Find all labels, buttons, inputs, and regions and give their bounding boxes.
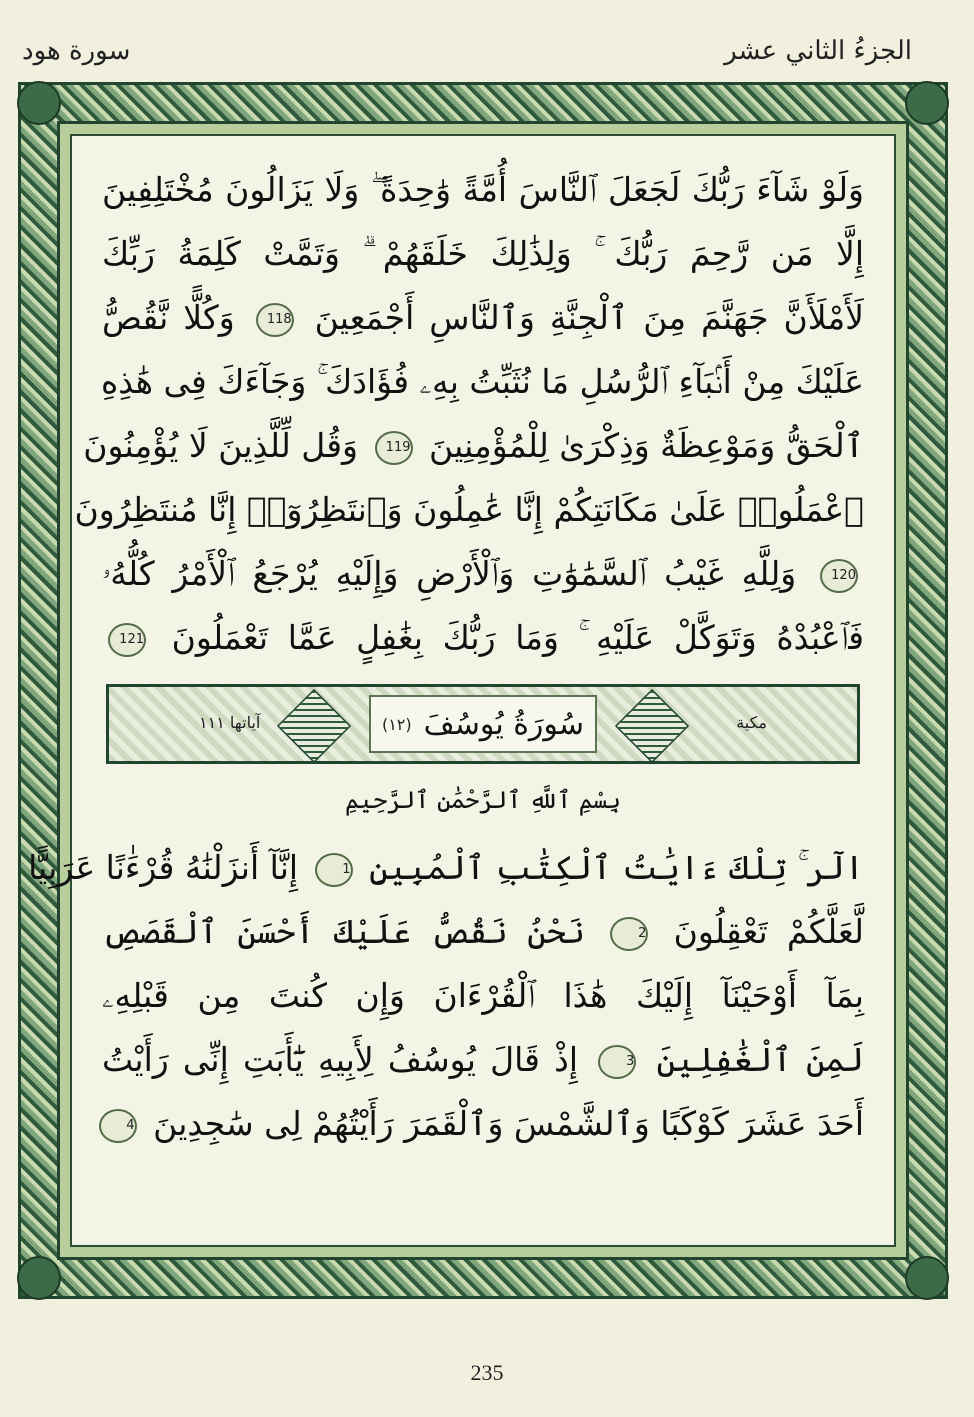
verse-text: فَٱعْبُدْهُ وَتَوَكَّلْ عَلَيْهِ ۚ وَمَا رَبُّكَ بِغَٰفِلٍ عَمَّا تَعْمَلُونَ <box>171 618 864 657</box>
verse-text: وَكُلًّا نَّقُصُّ <box>102 298 235 337</box>
verse-text: لَأَمْلَأَنَّ جَهَنَّمَ مِنَ ٱلْجِنَّةِ وَٱلنَّاسِ أَجْمَعِينَ <box>314 298 864 337</box>
verse-text: إِذْ قَالَ يُوسُفُ لِأَبِيهِ يَٰٓأَبَتِ إِنِّى رَأَيْتُ <box>102 1040 578 1079</box>
verse-line <box>102 542 864 606</box>
ayah-marker: 119 <box>375 431 413 465</box>
surah-ayat-count: آياتها ١١١ <box>199 713 261 732</box>
verse-text: الٓر ۚ تِلْكَ ءَايَٰتُ ٱلْكِتَٰبِ ٱلْمُبِينِ <box>369 848 864 887</box>
verse-line <box>83 414 864 478</box>
corner-ornament-icon <box>17 1256 61 1300</box>
corner-ornament-icon <box>905 81 949 125</box>
corner-ornament-icon <box>17 81 61 125</box>
frame-band <box>28 121 909 1260</box>
verse-text: نَحْنُ نَقُصُّ عَلَيْكَ أَحْسَنَ ٱلْقَصَصِ <box>102 912 586 951</box>
ayah-marker: 2 <box>610 917 648 951</box>
banner-title-box <box>369 695 597 753</box>
knot-ornament-icon <box>615 689 689 763</box>
verse-text: لَمِنَ ٱلْغَٰفِلِينَ <box>656 1040 865 1079</box>
verse-text: إِلَّا مَن رَّحِمَ رَبُّكَ ۚ وَلِذَٰلِكَ خَلَقَهُمْ ۗ وَتَمَّتْ كَلِمَةُ رَبِّكَ <box>102 234 864 273</box>
surah-banner <box>106 684 860 764</box>
verse-text: عَلَيْكَ مِنْ أَنۢبَآءِ ٱلرُّسُلِ مَا نُثَبِّتُ بِهِۦ فُؤَادَكَ ۚ وَجَآءَكَ فِى هَٰذِهِ <box>100 362 864 401</box>
surah-type: مكية <box>736 713 767 732</box>
verse-line <box>102 1028 864 1092</box>
surah-header: سورة هود <box>22 36 131 66</box>
surah-title: سُورَةُ يُوسُفَ <box>423 706 585 742</box>
bismillah: بِسْمِ ٱللَّهِ ٱلرَّحْمَٰنِ ٱلرَّحِيمِ <box>344 786 621 814</box>
verse-text: إِنَّآ أَنزَلْنَٰهُ قُرْءَٰنًا عَرَبِيًّا <box>28 848 299 887</box>
ayah-marker: 1 <box>315 853 353 887</box>
verse-line <box>102 964 864 1028</box>
ayah-marker: 120 <box>820 559 858 593</box>
verse-text: أَحَدَ عَشَرَ كَوْكَبًا وَٱلشَّمْسَ وَٱلْقَمَرَ رَأَيْتُهُمْ لِى سَٰجِدِينَ <box>153 1104 864 1143</box>
verse-line <box>74 478 864 542</box>
ayah-marker: 121 <box>108 623 146 657</box>
verse-text: وَلِلَّهِ غَيْبُ ٱلسَّمَٰوَٰتِ وَٱلْأَرْضِ وَإِلَيْهِ يُرْجَعُ ٱلْأَمْرُ كُلُّهُۥ <box>102 554 797 593</box>
ayah-marker: 118 <box>256 303 294 337</box>
corner-ornament-icon <box>905 1256 949 1300</box>
verse-line <box>102 900 864 964</box>
text-area <box>28 134 896 1247</box>
verse-text: وَلَوْ شَآءَ رَبُّكَ لَجَعَلَ ٱلنَّاسَ أُمَّةً وَٰحِدَةً ۖ وَلَا يَزَالُونَ مُخْتَلِفِينَ <box>102 170 864 209</box>
verse-line <box>102 350 864 414</box>
verse-line <box>102 606 864 670</box>
page-number: 235 <box>470 1360 504 1385</box>
verse-line <box>102 158 864 222</box>
juz-title: الجزءُ الثاني عشر <box>724 36 912 66</box>
ayah-marker: 4 <box>99 1109 137 1143</box>
verse-text: ٱعْمَلُوا۟ عَلَىٰ مَكَانَتِكُمْ إِنَّا عَٰمِلُونَ وَٱنتَظِرُوٓا۟ إِنَّا مُنتَظِرُونَ <box>74 490 864 529</box>
ornamental-frame <box>18 82 948 1299</box>
knot-ornament-icon <box>277 689 351 763</box>
verse-line <box>102 222 864 286</box>
verse-line <box>102 1092 864 1156</box>
verse-text: وَقُل لِّلَّذِينَ لَا يُؤْمِنُونَ <box>83 426 358 465</box>
verse-line <box>102 286 864 350</box>
ayah-marker: 3 <box>598 1045 636 1079</box>
verse-line <box>28 836 864 900</box>
surah-number: (١٢) <box>381 714 412 734</box>
verse-text: لَّعَلَّكُمْ تَعْقِلُونَ <box>673 912 864 951</box>
verse-text: ٱلْحَقُّ وَمَوْعِظَةٌ وَذِكْرَىٰ لِلْمُؤْمِنِينَ <box>429 426 864 465</box>
verse-text: بِمَآ أَوْحَيْنَآ إِلَيْكَ هَٰذَا ٱلْقُرْءَانَ وَإِن كُنتَ مِن قَبْلِهِۦ <box>102 976 864 1015</box>
